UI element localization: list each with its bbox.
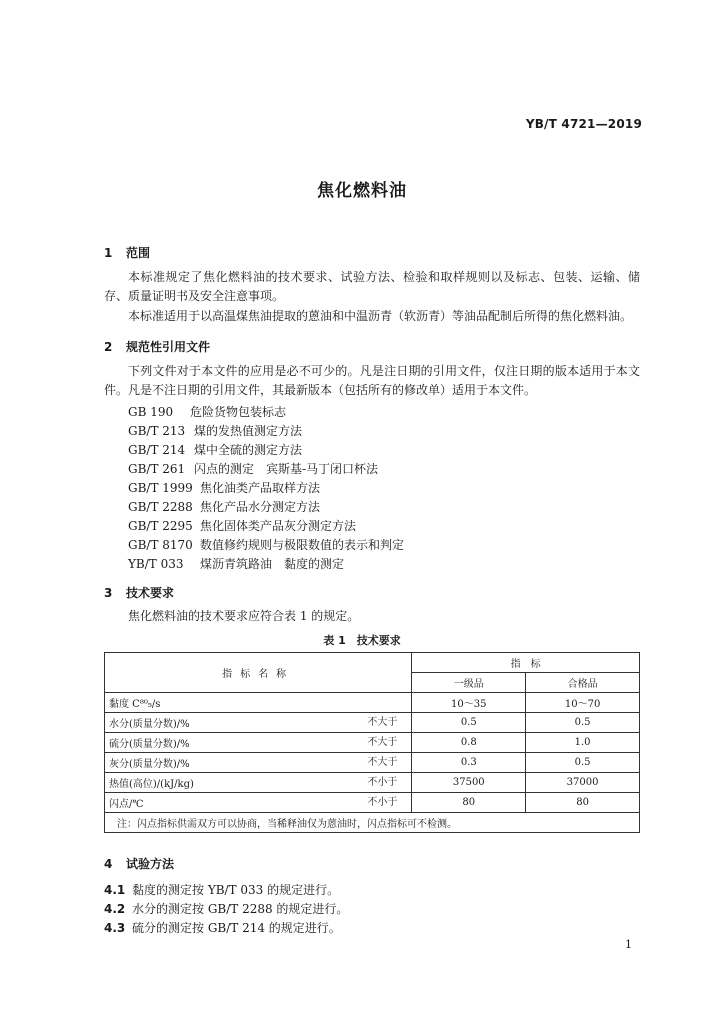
clause-text: 硫分的测定按 GB/T 214 的规定进行。	[132, 921, 341, 935]
row-limit: 不大于	[367, 757, 398, 768]
row-grade-2-value: 0.5	[526, 753, 640, 773]
row-grade-1-value: 0.8	[412, 733, 526, 753]
row-grade-1-value: 80	[412, 793, 526, 813]
reference-code: GB/T 2295	[128, 519, 193, 533]
reference-title: 闪点的测定 宾斯基-马丁闭口杯法	[194, 462, 379, 476]
reference-title: 煤的发热值测定方法	[194, 424, 303, 438]
section-4-title: 试验方法	[126, 857, 175, 871]
reference-title: 焦化固体类产品灰分测定方法	[200, 519, 357, 533]
reference-item	[128, 536, 404, 553]
section-2-heading	[104, 338, 210, 355]
clause-item	[104, 881, 339, 898]
clause-text: 黏度的测定按 YB/T 033 的规定进行。	[132, 883, 340, 897]
header-grade-2: 合格品	[526, 673, 640, 693]
row-limit: 不小于	[367, 797, 398, 808]
clause-text: 水分的测定按 GB/T 2288 的规定进行。	[132, 902, 349, 916]
row-grade-1-value: 37500	[412, 773, 526, 793]
row-limit: 不大于	[367, 717, 398, 728]
table-row	[105, 713, 640, 733]
row-grade-2-value: 0.5	[526, 713, 640, 733]
section-4-heading	[104, 855, 174, 872]
reference-title: 焦化油类产品取样方法	[200, 481, 321, 495]
table-row	[105, 693, 640, 713]
reference-code: GB/T 214	[128, 443, 186, 457]
header-indicator: 指 标	[412, 653, 640, 673]
section-1-paragraph-1: 本标准规定了焦化燃料油的技术要求、试验方法、检验和取样规则以及标志、包装、运输、储存、质量证明书及安全注意事项。	[104, 270, 640, 303]
reference-code: GB/T 8170	[128, 538, 193, 552]
clause-number: 4.3	[104, 921, 126, 935]
row-name: 闪点/℃	[109, 799, 144, 810]
header-indicator-name: 指标名称	[105, 653, 412, 693]
table-row	[105, 733, 640, 753]
row-name-cell	[105, 773, 412, 793]
table-note: 注：闪点指标供需双方可以协商，当稀释油仅为蒽油时，闪点指标可不检测。	[105, 813, 640, 833]
row-name: 硫分(质量分数)/%	[109, 739, 190, 750]
clause-item	[104, 919, 341, 936]
header-grade-1: 一级品	[412, 673, 526, 693]
row-grade-2-value: 80	[526, 793, 640, 813]
row-name: 灰分(质量分数)/%	[109, 759, 190, 770]
section-3-title: 技术要求	[126, 586, 175, 600]
reference-item	[128, 441, 302, 458]
section-4-number: 4	[104, 857, 113, 871]
table-row	[105, 773, 640, 793]
table-caption: 表 1 技术要求	[323, 634, 401, 647]
reference-code: GB/T 1999	[128, 481, 193, 495]
row-name: 热值(高位)/(kJ/kg)	[109, 779, 194, 790]
clause-item	[104, 900, 348, 917]
reference-item	[128, 498, 320, 515]
row-name: 水分(质量分数)/%	[109, 719, 190, 730]
document-code: YB/T 4721—2019	[525, 117, 642, 131]
table-row	[105, 793, 640, 813]
row-grade-2-value: 1.0	[526, 733, 640, 753]
reference-code: GB/T 213	[128, 424, 186, 438]
section-3-paragraph-1: 焦化燃料油的技术要求应符合表 1 的规定。	[128, 609, 360, 623]
row-name: 黏度 C⁸⁰₅/s	[109, 699, 161, 710]
reference-title: 焦化产品水分测定方法	[200, 500, 321, 514]
clause-number: 4.2	[104, 902, 126, 916]
section-1-number: 1	[104, 246, 113, 260]
row-grade-1-value: 10～35	[412, 693, 526, 713]
reference-title: 煤中全硫的测定方法	[194, 443, 303, 457]
reference-item	[128, 479, 320, 496]
row-name-cell	[105, 733, 412, 753]
reference-item	[128, 517, 356, 534]
reference-item	[128, 555, 344, 572]
row-grade-1-value: 0.3	[412, 753, 526, 773]
clause-number: 4.1	[104, 883, 126, 897]
document-title: 焦化燃料油	[317, 181, 407, 201]
reference-code: GB/T 2288	[128, 500, 193, 514]
table-row	[105, 753, 640, 773]
reference-title: 危险货物包装标志	[190, 405, 287, 419]
row-name-cell	[105, 713, 412, 733]
section-1-title: 范围	[126, 246, 151, 260]
reference-item	[128, 460, 378, 477]
reference-code: GB/T 261	[128, 462, 186, 476]
page-number: 1	[625, 938, 632, 951]
reference-title: 数值修约规则与极限数值的表示和判定	[200, 538, 405, 552]
row-grade-2-value: 10～70	[526, 693, 640, 713]
section-1-heading	[104, 244, 150, 261]
section-3-heading	[104, 584, 174, 601]
reference-item	[128, 403, 286, 420]
section-1-paragraph-2: 本标准适用于以高温煤焦油提取的蒽油和中温沥青（软沥青）等油品配制后所得的焦化燃料油。	[128, 309, 633, 323]
row-name-cell	[105, 753, 412, 773]
technical-requirements-table	[104, 652, 640, 833]
row-name-cell	[105, 793, 412, 813]
row-limit: 不大于	[367, 737, 398, 748]
reference-title: 煤沥青筑路油 黏度的测定	[200, 557, 345, 571]
reference-code: GB 190	[128, 405, 174, 419]
row-grade-1-value: 0.5	[412, 713, 526, 733]
section-3-number: 3	[104, 586, 113, 600]
row-grade-2-value: 37000	[526, 773, 640, 793]
section-2-paragraph-1: 下列文件对于本文件的应用是必不可少的。凡是注日期的引用文件，仅注日期的版本适用于本文件。凡是不注日期的引用文件，其最新版本（包括所有的修改单）适用于本文件。	[104, 364, 640, 397]
reference-item	[128, 422, 302, 439]
row-limit: 不小于	[367, 777, 398, 788]
row-name-cell	[105, 693, 412, 713]
section-2-number: 2	[104, 340, 113, 354]
section-2-title: 规范性引用文件	[126, 340, 211, 354]
reference-code: YB/T 033	[128, 557, 184, 571]
